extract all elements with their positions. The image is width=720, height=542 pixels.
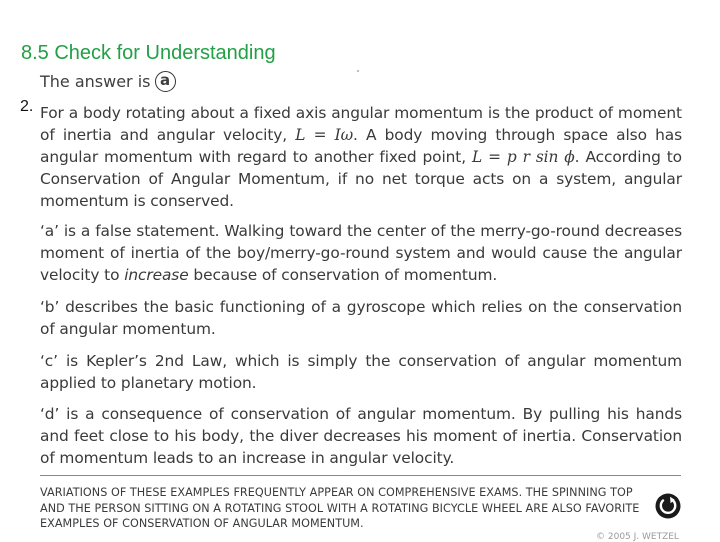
answer-line [40,71,176,92]
p2-text-a: ‘a’ is a false statement. Walking toward the center of the merry-go-round decreases moment of inertia of the boy/merry-go-round system and would cause the angular velocity to [40,222,682,284]
footer-note: VARIATIONS OF THESE EXAMPLES FREQUENTLY APPEAR ON COMPREHENSIVE EXAMS. THE SPINNING TOP AND THE PERSON SITTING ON A ROTATING STOOL WITH A ROTATING BICYCLE WHEEL ARE ALSO FAVORITE EXAMPLES OF CONSERVATION OF ANGULAR MOMENTUM. [40,486,640,530]
paragraph-option-c: ‘c’ is Kepler’s 2nd Law, which is simply the conservation of angular momentum applied to planetary motion. [40,352,682,392]
equation-l-prsin: L = p r sin ϕ [472,148,575,166]
answer-prefix: The answer is [40,72,151,91]
paragraph-option-b: ‘b’ describes the basic functioning of a gyroscope which relies on the conservation of angular momentum. [40,298,682,338]
footer-divider [40,475,681,476]
paragraph-definition [40,102,682,212]
slide-title: 8.5 Check for Understanding [21,42,276,64]
paragraph-option-a [40,220,682,286]
answer-letter-circle: a [155,71,176,92]
rotation-arrow-icon [654,492,682,520]
p2-text-b: because of conservation of momentum. [188,266,498,284]
paragraph-option-d: ‘d’ is a consequence of conservation of angular momentum. By pulling his hands and feet close to his body, the diver decreases his moment of inertia. Conservation of momentum leads to an increase in angular velocity. [40,405,682,467]
equation-l-iw: L = Iω [295,126,354,144]
p1-text-b: . A body moving through space also has angular momentum with regard to another fixed point, [40,126,683,166]
item-number: 2. [20,98,34,115]
p1-text-c: . According to Conservation of Angular Momentum, if no net torque acts on a system, angular momentum is conserved. [40,148,683,210]
p1-text-a: For a body rotating about a fixed axis angular momentum is the product of moment of inertia and angular velocity, [40,104,682,144]
decorative-dot [357,70,359,72]
copyright-text: © 2005 J. WETZEL [596,532,679,542]
p2-emphasis: increase [124,266,189,284]
